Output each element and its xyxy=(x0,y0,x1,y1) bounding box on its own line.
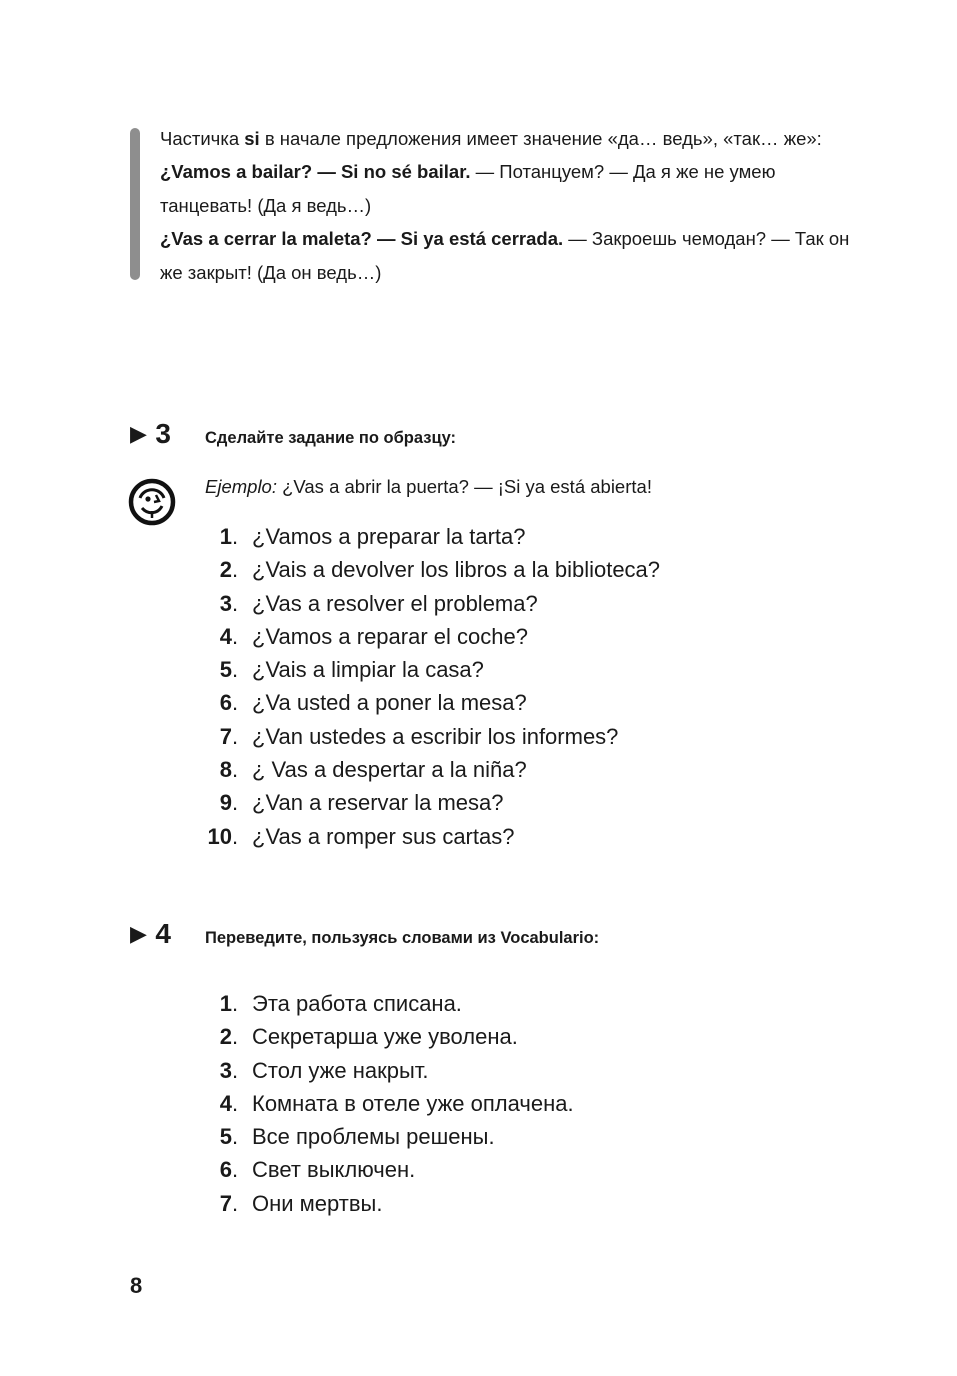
task-3-list xyxy=(190,520,660,853)
item-dot: . xyxy=(232,991,239,1016)
item-text: ¿ Vas a despertar a la niña? xyxy=(252,757,527,783)
item-number: 4 xyxy=(219,623,232,649)
item-number: 9 xyxy=(219,790,232,816)
item-text: Все проблемы решены. xyxy=(252,1124,495,1150)
item-number: 2 xyxy=(219,557,232,583)
example-line xyxy=(205,476,652,498)
list-item xyxy=(190,1054,574,1087)
list-item xyxy=(190,1087,574,1120)
item-number: 5 xyxy=(219,657,232,683)
item-dot: . xyxy=(232,1157,239,1183)
item-number: 3 xyxy=(219,1057,232,1083)
item-dot: . xyxy=(232,757,239,783)
item-text: ¿Vais a devolver los libros a la biblioteca? xyxy=(252,557,661,583)
item-text: ¿Vamos a preparar la tarta? xyxy=(252,524,526,549)
item-text: ¿Van ustedes a escribir los informes? xyxy=(252,723,619,749)
note-sidebar-bar xyxy=(130,128,140,280)
item-text: Они мертвы. xyxy=(252,1190,383,1216)
item-dot: . xyxy=(232,657,239,683)
task-number: 3 xyxy=(155,418,171,449)
item-text: ¿Va usted a poner la mesa? xyxy=(252,690,527,716)
list-item xyxy=(190,820,660,853)
list-item xyxy=(190,1020,574,1053)
item-number: 1 xyxy=(219,524,232,549)
item-dot: . xyxy=(232,1024,239,1050)
arrow-icon: ▶ xyxy=(130,421,147,446)
item-text: Эта работа списана. xyxy=(252,991,462,1016)
item-dot: . xyxy=(232,623,239,649)
item-text: Стол уже накрыт. xyxy=(252,1057,429,1083)
item-dot: . xyxy=(232,1124,239,1150)
list-item xyxy=(190,987,574,1020)
list-item xyxy=(190,1120,574,1153)
task-3-title: Сделайте задание по образцу: xyxy=(205,429,457,447)
item-number: 7 xyxy=(219,1190,232,1216)
item-number: 7 xyxy=(219,723,232,749)
list-item xyxy=(190,553,660,586)
task-4-list xyxy=(190,987,574,1220)
task-4-heading xyxy=(130,918,171,950)
item-text: ¿Vas a resolver el problema? xyxy=(252,590,538,616)
list-item xyxy=(190,520,660,553)
list-item xyxy=(190,653,660,686)
item-dot: . xyxy=(232,1190,239,1216)
grammar-note xyxy=(160,122,850,289)
item-number: 3 xyxy=(219,590,232,616)
example-label: Ejemplo: xyxy=(205,476,277,497)
item-dot: . xyxy=(232,590,239,616)
item-dot: . xyxy=(232,790,239,816)
item-dot: . xyxy=(232,1090,239,1116)
item-dot: . xyxy=(232,690,239,716)
item-number: 10 xyxy=(207,823,232,849)
list-item xyxy=(190,786,660,819)
example-text: ¿Vas a abrir la puerta? — ¡Si ya está abierta! xyxy=(276,476,652,497)
item-dot: . xyxy=(232,823,239,849)
item-text: ¿Vais a limpiar la casa? xyxy=(252,657,484,683)
arrow-icon: ▶ xyxy=(130,921,147,946)
list-item xyxy=(190,1187,574,1220)
item-dot: . xyxy=(232,1057,239,1083)
item-number: 6 xyxy=(219,690,232,716)
note-example-1: ¿Vamos a bailar? — Si no sé bailar. — Потанцуем? — Да я же не умею танцевать! (Да я ведь…) xyxy=(160,161,776,216)
list-item xyxy=(190,1153,574,1186)
list-item xyxy=(190,620,660,653)
note-keyword: si xyxy=(244,128,260,149)
item-dot: . xyxy=(232,723,239,749)
task-3-heading xyxy=(130,418,171,450)
item-dot: . xyxy=(232,557,239,583)
item-number: 1 xyxy=(219,991,232,1016)
item-number: 6 xyxy=(219,1157,232,1183)
list-item xyxy=(190,753,660,786)
list-item xyxy=(190,720,660,753)
note-intro: Частичка si в начале предложения имеет значение «да… ведь», «так… же»: xyxy=(160,128,822,149)
task-number: 4 xyxy=(155,918,171,949)
list-item xyxy=(190,587,660,620)
item-number: 2 xyxy=(219,1024,232,1050)
example-face-icon xyxy=(128,478,176,526)
item-number: 4 xyxy=(219,1090,232,1116)
note-example-2: ¿Vas a cerrar la maleta? — Si ya está cerrada. — Закроешь чемодан? — Так он же закрыт! (Да он ведь…) xyxy=(160,228,850,283)
item-text: Свет выключен. xyxy=(252,1157,416,1183)
list-item xyxy=(190,686,660,719)
item-number: 5 xyxy=(219,1124,232,1150)
item-dot: . xyxy=(232,524,239,549)
item-text: ¿Van a reservar la mesa? xyxy=(252,790,504,816)
item-text: ¿Vamos a reparar el coche? xyxy=(252,623,528,649)
page-number: 8 xyxy=(130,1273,143,1298)
task-4-title: Переведите, пользуясь словами из Vocabulario: xyxy=(205,929,600,947)
item-text: Комната в отеле уже оплачена. xyxy=(252,1090,574,1116)
item-text: ¿Vas a romper sus cartas? xyxy=(252,823,515,849)
item-number: 8 xyxy=(219,757,232,783)
item-text: Секретарша уже уволена. xyxy=(252,1024,518,1050)
